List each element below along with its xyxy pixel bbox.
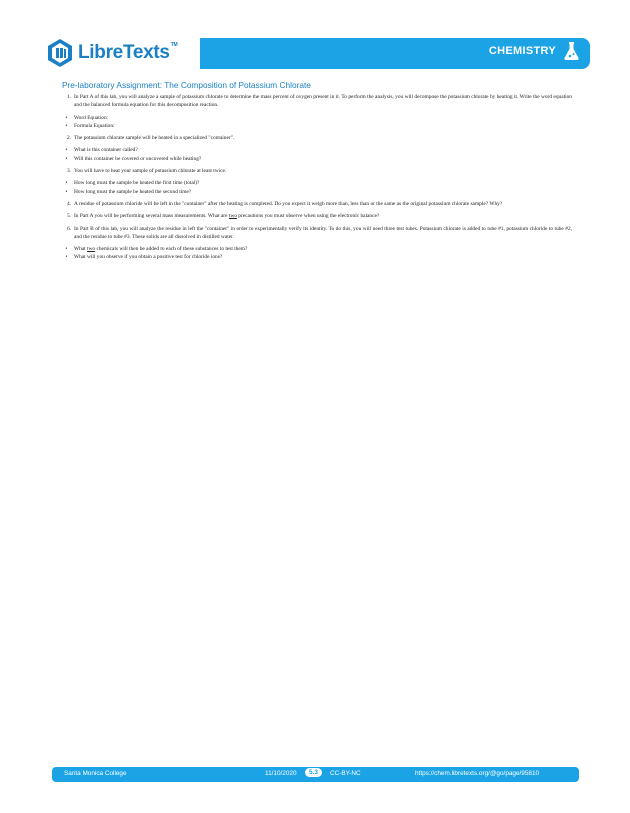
libretexts-logo-icon — [46, 38, 74, 68]
footer-date: 11/10/2020 — [265, 770, 297, 777]
question-number: 1. — [66, 94, 71, 100]
trademark-mark: TM — [170, 42, 178, 48]
question-5 — [62, 212, 572, 220]
bullet-icon: • — [65, 147, 68, 154]
page-number-badge: 5.3 — [305, 768, 322, 777]
brand-name: LibreTexts™ — [78, 42, 178, 63]
list-item: • How long must the sample be heated the second time? — [62, 188, 572, 196]
question-text: You will have to heat your sample of potassium chlorate at least twice. — [74, 168, 227, 175]
bullet-icon: • — [65, 246, 68, 253]
bullet-icon: • — [65, 188, 68, 195]
emphasis-two: two — [228, 213, 237, 220]
bullet-icon: • — [65, 122, 68, 129]
libretexts-logo[interactable] — [40, 32, 200, 74]
question-text: A residue of potassium chloride will be left in the "container" after the heating is completed. Do you expect it weigh more than, less than or the same as the original potassium chlorate sample? Why? — [74, 200, 503, 207]
question-2 — [62, 134, 572, 142]
list-item: • Formula Equation: — [62, 122, 572, 130]
question-6 — [62, 225, 572, 242]
question-text: In Part A of this lab, you will analyze a sample of potassium chlorate to determine the mass percent of oxygen present in it. To perform the analysis, you will decompose the potassium chlorate by heating it. Write the word equation and the balanced formula equation for this decomposition reaction. — [74, 94, 572, 109]
question-3 — [62, 167, 572, 175]
question-text: In Part B of this lab, you will analyze the residue in left the "container" in order to experimentally verify its identity. To do this, you will need three test tubes. Potassium chlorate is added to tube #1, potassium chloride to tube #2, and the residue to tube #3. These solids are all dissolved in distilled water. — [74, 225, 572, 240]
bullet-icon: • — [65, 155, 68, 162]
document-body — [62, 80, 572, 266]
question-number: 5. — [66, 213, 71, 220]
page-title: Pre-laboratory Assignment: The Composition of Potassium Chlorate — [62, 80, 311, 90]
bullet-icon: • — [65, 180, 68, 187]
bullet-icon: • — [65, 254, 68, 261]
list-item: • Will this container be covered or uncovered while heating? — [62, 155, 572, 163]
question-text: In Part A you will be performing several mass measurements. What are two precautions you must observe when using the electronic balance? — [74, 213, 380, 220]
question-3-list — [62, 179, 572, 196]
list-item: • What two chemicals will then be added to each of these substances to test them? — [62, 245, 572, 253]
question-number: 6. — [66, 225, 71, 232]
question-number: 3. — [66, 168, 71, 175]
footer-url-link[interactable]: https://chem.libretexts.org/@go/page/95810 — [415, 770, 540, 777]
page-header — [40, 32, 590, 74]
list-item: • What is this container called? — [62, 146, 572, 154]
bullet-icon: • — [65, 114, 68, 121]
page-footer — [52, 767, 579, 782]
list-item: • Word Equation: — [62, 114, 572, 122]
subject-label: CHEMISTRY — [488, 45, 556, 57]
question-4 — [62, 200, 572, 208]
question-text: The potassium chlorate sample will be heated in a specialized "container". — [74, 135, 235, 142]
question-1-list — [62, 114, 572, 131]
list-item: • How long must the sample be heated the first time (total)? — [62, 179, 572, 187]
question-2-list — [62, 146, 572, 163]
flask-icon — [563, 41, 580, 61]
question-number: 4. — [66, 200, 71, 207]
footer-license[interactable]: CC-BY-NC — [330, 770, 361, 777]
question-1 — [62, 93, 572, 110]
footer-organization: Santa Monica College — [64, 770, 127, 777]
question-number: 2. — [66, 135, 71, 142]
list-item: • What will you observe if you obtain a positive test for chloride ions? — [62, 253, 572, 261]
question-6-list — [62, 245, 572, 262]
emphasis-two: two — [87, 246, 96, 253]
